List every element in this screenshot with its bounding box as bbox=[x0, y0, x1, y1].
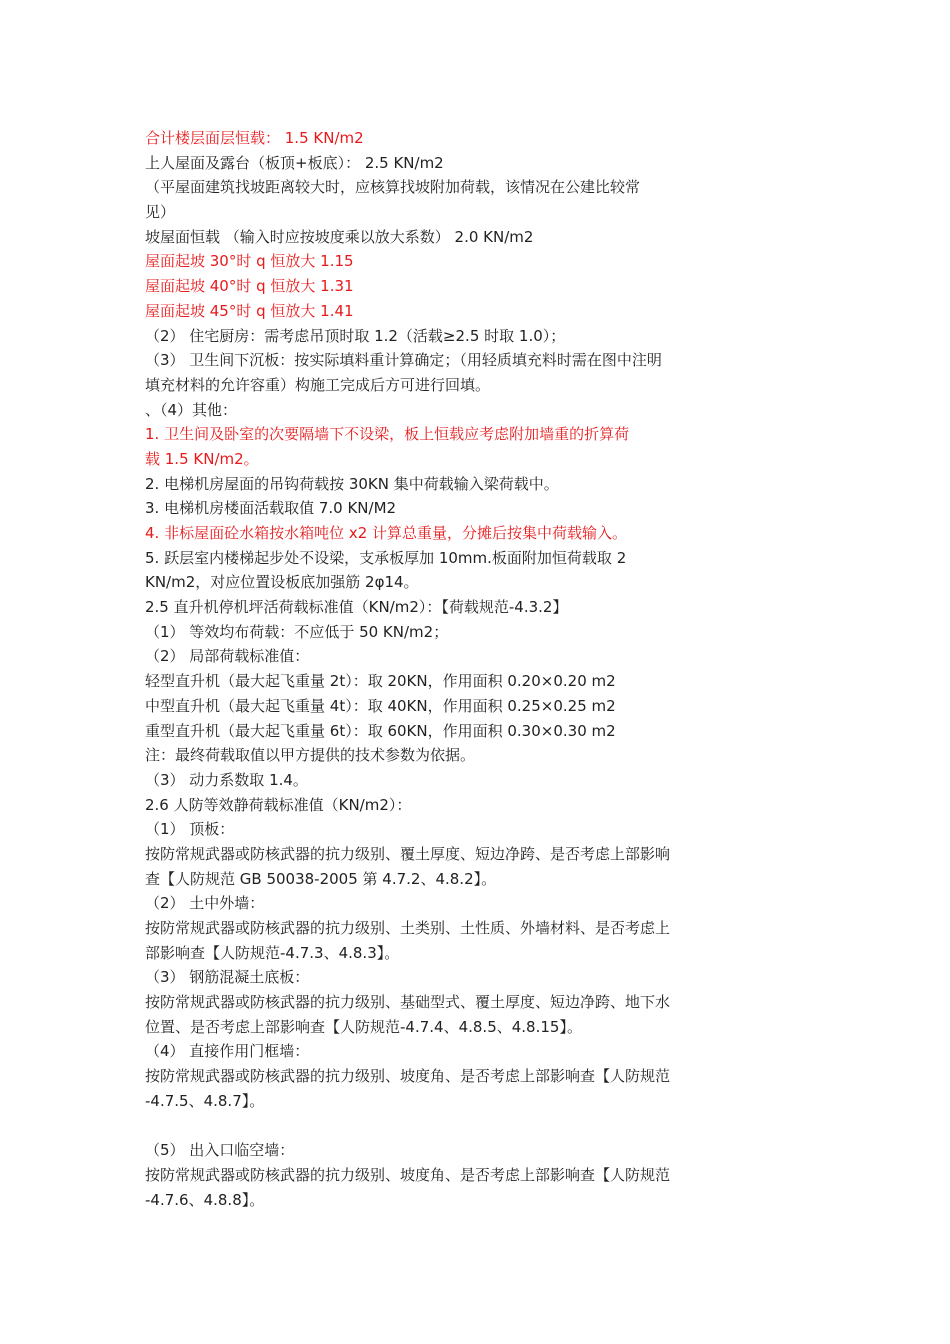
text-line: （1） 顶板： bbox=[145, 820, 235, 839]
text-line: （1） 等效均布荷载：不应低于 50 KN/m2； bbox=[145, 622, 449, 641]
text-line: 填充材料的允许容重）构施工完成后方可进行回填。 bbox=[145, 375, 491, 394]
text-line: （2） 局部荷载标准值： bbox=[145, 647, 310, 666]
text-line: （3） 钢筋混凝土底板： bbox=[145, 968, 310, 987]
text-line: 2. 电梯机房屋面的吊钩荷载按 30KN 集中荷载输入梁荷载中。 bbox=[145, 474, 559, 493]
text-line: （4） 直接作用门框墙： bbox=[145, 1042, 310, 1061]
text-line: 按防常规武器或防核武器的抗力级别、覆土厚度、短边净跨、是否考虑上部影响 bbox=[145, 844, 671, 863]
highlighted-text-line: 1. 卫生间及卧室的次要隔墙下不设梁，板上恒载应考虑附加墙重的折算荷 bbox=[145, 425, 630, 444]
highlighted-text-line: 屋面起坡 40°时 q 恒放大 1.31 bbox=[145, 277, 354, 296]
text-line: 5. 跃层室内楼梯起步处不设梁，支承板厚加 10mm.板面附加恒荷载取 2 bbox=[145, 548, 627, 567]
text-line: 重型直升机（最大起飞重量 6t）：取 60KN，作用面积 0.30×0.30 m2 bbox=[145, 721, 616, 740]
text-line: 部影响查【人防规范-4.7.3、4.8.3】。 bbox=[145, 943, 400, 962]
text-line: 3. 电梯机房楼面活载取值 7.0 KN/M2 bbox=[145, 499, 397, 518]
text-line: 上人屋面及露台（板顶+板底）： 2.5 KN/m2 bbox=[145, 153, 444, 172]
highlighted-text-line: 合计楼层面层恒载： 1.5 KN/m2 bbox=[145, 129, 364, 147]
text-line: -4.7.5、4.8.7】。 bbox=[145, 1091, 265, 1110]
highlighted-text-line: 4. 非标屋面砼水箱按水箱吨位 x2 计算总重量，分摊后按集中荷载输入。 bbox=[145, 524, 628, 542]
text-line: 按防常规武器或防核武器的抗力级别、坡度角、是否考虑上部影响查【人防规范 bbox=[145, 1067, 671, 1086]
text-line: （2） 土中外墙： bbox=[145, 894, 265, 913]
text-line: 轻型直升机（最大起飞重量 2t）：取 20KN，作用面积 0.20×0.20 m2 bbox=[145, 672, 616, 691]
text-line: 2.6 人防等效静荷载标准值（KN/m2）： bbox=[145, 795, 412, 814]
text-line: 按防常规武器或防核武器的抗力级别、坡度角、是否考虑上部影响查【人防规范 bbox=[145, 1165, 671, 1184]
text-line: （3） 卫生间下沉板：按实际填料重计算确定；（用轻质填充料时需在图中注明 bbox=[145, 351, 662, 370]
text-line: 中型直升机（最大起飞重量 4t）：取 40KN，作用面积 0.25×0.25 m2 bbox=[145, 696, 616, 715]
text-line: 查【人防规范 GB 50038-2005 第 4.7.2、4.8.2】。 bbox=[145, 869, 497, 888]
text-line: 按防常规武器或防核武器的抗力级别、土类别、土性质、外墙材料、是否考虑上 bbox=[145, 919, 671, 937]
text-line: -4.7.6、4.8.8】。 bbox=[145, 1190, 265, 1209]
highlighted-text-line: 屋面起坡 45°时 q 恒放大 1.41 bbox=[145, 301, 354, 320]
text-line: （5） 出入口临空墙： bbox=[145, 1141, 295, 1160]
text-line: 、（4）其他： bbox=[145, 400, 238, 419]
document-body bbox=[145, 126, 745, 1212]
text-line: 位置、是否考虑上部影响查【人防规范-4.7.4、4.8.5、4.8.15】。 bbox=[145, 1017, 582, 1036]
text-line: 注：最终荷载取值以甲方提供的技术参数为依据。 bbox=[145, 746, 476, 765]
text-line: 坡屋面恒载 （输入时应按坡度乘以放大系数） 2.0 KN/m2 bbox=[145, 227, 534, 246]
text-line: （2） 住宅厨房：需考虑吊顶时取 1.2（活载≥2.5 时取 1.0）； bbox=[145, 326, 566, 345]
text-line bbox=[145, 1114, 745, 1139]
text-line: KN/m2，对应位置设板底加强筋 2φ14。 bbox=[145, 573, 419, 592]
text-line: （平屋面建筑找坡距离较大时，应核算找坡附加荷载，该情况在公建比较常 bbox=[145, 178, 641, 197]
text-line: 见） bbox=[145, 203, 176, 222]
text-line: 按防常规武器或防核武器的抗力级别、基础型式、覆土厚度、短边净跨、地下水 bbox=[145, 993, 671, 1012]
text-line: 2.5 直升机停机坪活荷载标准值（KN/m2）：【荷载规范-4.3.2】 bbox=[145, 598, 568, 617]
highlighted-text-line: 载 1.5 KN/m2。 bbox=[145, 449, 259, 468]
highlighted-text-line: 屋面起坡 30°时 q 恒放大 1.15 bbox=[145, 252, 354, 271]
text-line: （3） 动力系数取 1.4。 bbox=[145, 770, 308, 789]
